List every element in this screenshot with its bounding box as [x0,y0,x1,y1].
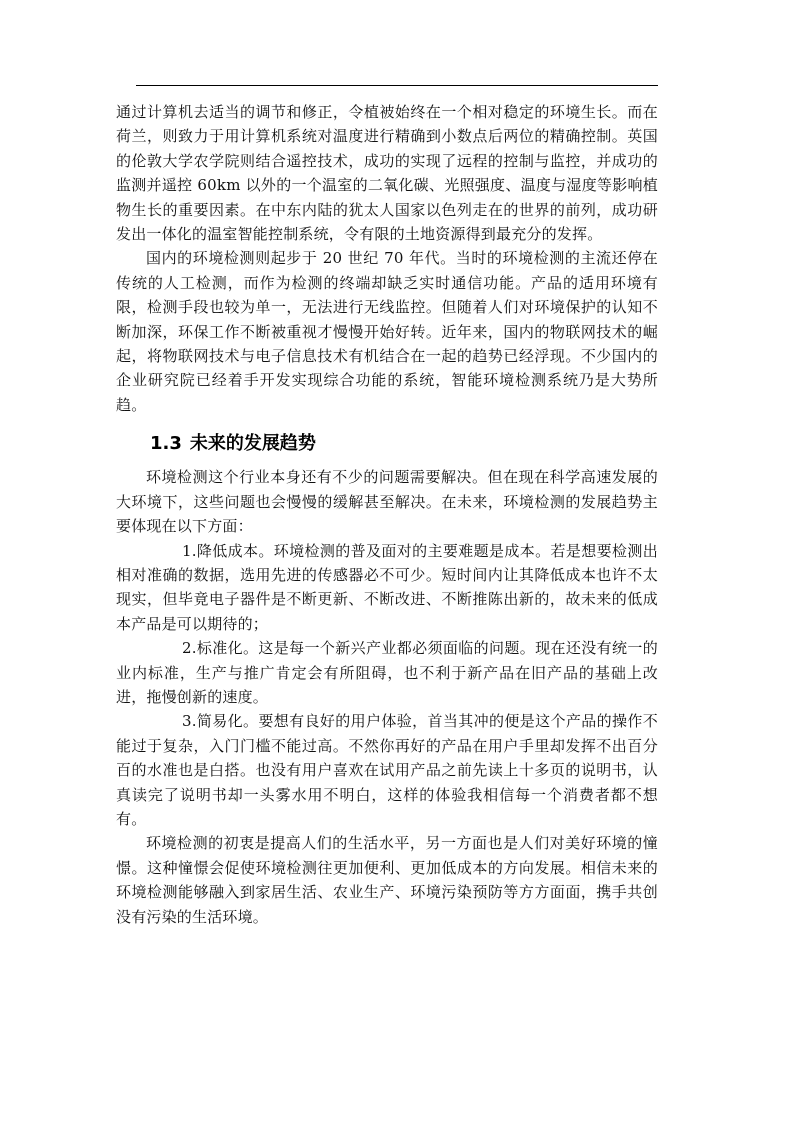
list-item-simplification: 3.简易化。要想有良好的用户体验，首当其冲的便是这个产品的操作不能过于复杂，入门门槛不能过高。不然你再好的产品在用户手里却发挥不出百分百的水准也是白搭。也没有用户喜欢在试用产品之前先读上十多页的说明书，认真读完了说明书却一头雾水用不明白，这样的体验我相信每一个消费者都不想有。 [116,712,658,828]
paragraph-conclusion: 环境检测的初衷是提高人们的生活水平，另一方面也是人们对美好环境的憧憬。这种憧憬会促使环境检测往更加便利、更加低成本的方向发展。相信未来的环境检测能够融入到家居生活、农业生产、环境污染预防等方方面面，携手共创没有污染的生活环境。 [116,834,658,926]
document-body [116,100,658,929]
section-title: 未来的发展趋势 [189,433,316,455]
header-rule [136,85,658,86]
section-number: 1.3 [150,433,182,455]
section-heading [150,431,658,457]
list-item-standardization: 2.标准化。这是每一个新兴产业都必须面临的问题。现在还没有统一的业内标准，生产与推广肯定会有所阻碍，也不利于新产品在旧产品的基础上改进，拖慢创新的速度。 [116,639,658,706]
list-item-cost: 1.降低成本。环境检测的普及面对的主要难题是成本。若是想要检测出相对准确的数据，选用先进的传感器必不可少。短时间内让其降低成本也许不太现实，但毕竟电子器件是不断更新、不断改进、不断推陈出新的，故未来的低成本产品是可以期待的； [116,541,658,633]
paragraph-domestic-research: 国内的环境检测则起步于 20 世纪 70 年代。当时的环境检测的主流还停在传统的人工检测，而作为检测的终端却缺乏实时通信功能。产品的适用环境有限，检测手段也较为单一，无法进行无线监控。但随着人们对环境保护的认知不断加深，环保工作不断被重视才慢慢开始好转。近年来，国内的物联网技术的崛起，将物联网技术与电子信息技术有机结合在一起的趋势已经浮现。不少国内的企业研究院已经着手开发实现综合功能的系统，智能环境检测系统乃是大势所趋。 [116,249,658,414]
paragraph-intro: 环境检测这个行业本身还有不少的问题需要解决。但在现在科学高速发展的大环境下，这些问题也会慢慢的缓解甚至解决。在未来，环境检测的发展趋势主要体现在以下方面： [116,468,658,536]
paragraph-foreign-research: 通过计算机去适当的调节和修正，令植被始终在一个相对稳定的环境生长。而在荷兰，则致力于用计算机系统对温度进行精确到小数点后两位的精确控制。英国的伦敦大学农学院则结合遥控技术，成功的实现了远程的控制与监控，并成功的监测并遥控 60km 以外的一个温室的二氧化碳、光照强度、温度与湿度等影响植物生长的重要因素。在中东内陆的犹太人国家以色列走在的世界的前列，成功研发出一体化的温室智能控制系统，令有限的土地资源得到最充分的发挥。 [116,103,658,244]
